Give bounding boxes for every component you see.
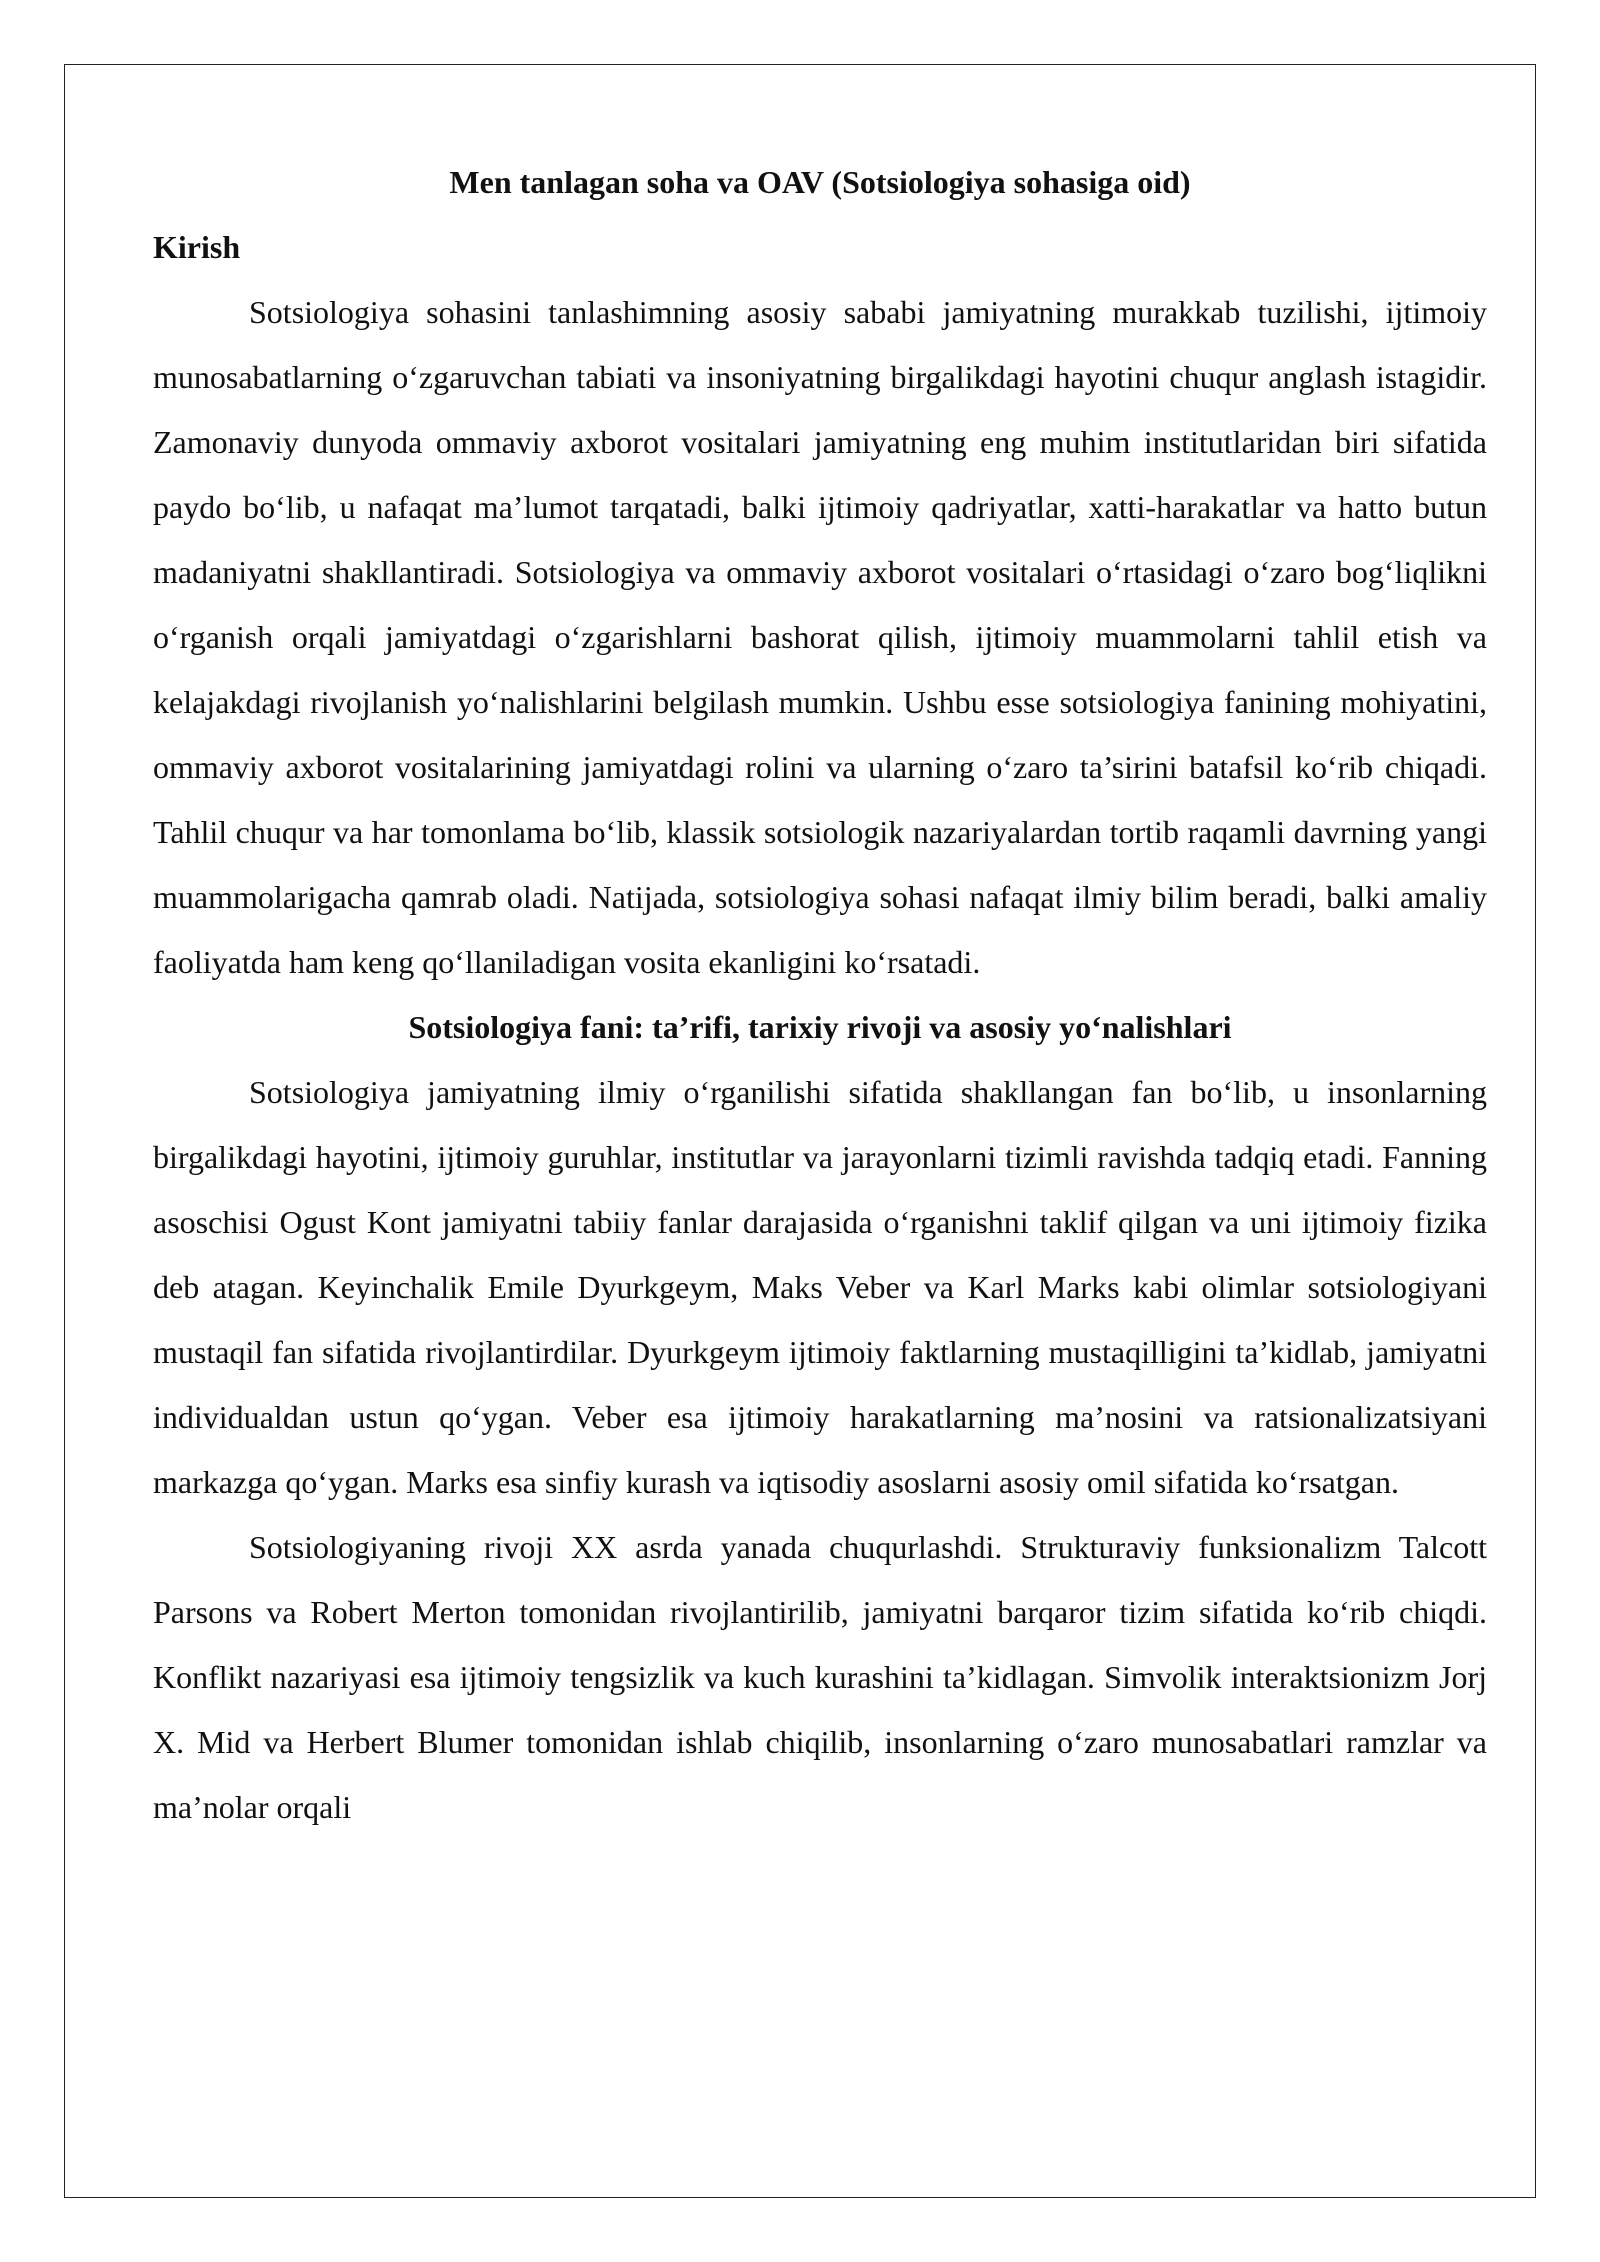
- intro-heading: Kirish: [153, 229, 241, 265]
- section-paragraph-2: Sotsiologiyaning rivoji XX asrda yanada chuqurlashdi. Strukturaviy funksionalizm Talcott Parsons va Robert Merton tomonidan rivojlantirilib, jamiyatni barqaror tizim sifatida ko‘rib chiqdi. Konflikt nazariyasi esa ijtimoiy tengsizlik va kuch kurashini ta’kidlagan. Simvolik interaktsionizm Jorj X. Mid va Herbert Blumer tomonidan ishlab chiqilib, insonlarning o‘zaro munosabatlari ramzlar va ma’nolar orqali: [153, 1529, 1487, 1825]
- document-title: Men tanlagan soha va OAV (Sotsiologiya sohasiga oid): [449, 164, 1191, 200]
- section-paragraph-1: Sotsiologiya jamiyatning ilmiy o‘rganilishi sifatida shakllangan fan bo‘lib, u insonlarning birgalikdagi hayotini, ijtimoiy guruhlar, institutlar va jarayonlarni tizimli ravishda tadqiq etadi. Fanning asoschisi Ogust Kont jamiyatni tabiiy fanlar darajasida o‘rganishni taklif qilgan va uni ijtimoiy fizika deb atagan. Keyinchalik Emile Dyurkgeym, Maks Veber va Karl Marks kabi olimlar sotsiologiyani mustaqil fan sifatida rivojlantirdilar. Dyurkgeym ijtimoiy faktlarning mustaqilligini ta’kidlab, jamiyatni individualdan ustun qo‘ygan. Veber esa ijtimoiy harakatlarning ma’nosini va ratsionalizatsiyani markazga qo‘ygan. Marks esa sinfiy kurash va iqtisodiy asoslarni asosiy omil sifatida ko‘rsatgan.: [153, 1074, 1487, 1500]
- section-heading: Sotsiologiya fani: ta’rifi, tarixiy rivoji va asosiy yo‘nalishlari: [408, 1009, 1232, 1045]
- document-body: [153, 150, 1487, 1840]
- intro-paragraph: Sotsiologiya sohasini tanlashimning asosiy sababi jamiyatning murakkab tuzilishi, ijtimoiy munosabatlarning o‘zgaruvchan tabiati va insoniyatning birgalikdagi hayotini chuqur anglash istagidir. Zamonaviy dunyoda ommaviy axborot vositalari jamiyatning eng muhim institutlaridan biri sifatida paydo bo‘lib, u nafaqat ma’lumot tarqatadi, balki ijtimoiy qadriyatlar, xatti-harakatlar va hatto butun madaniyatni shakllantiradi. Sotsiologiya va ommaviy axborot vositalari o‘rtasidagi o‘zaro bog‘liqlikni o‘rganish orqali jamiyatdagi o‘zgarishlarni bashorat qilish, ijtimoiy muammolarni tahlil etish va kelajakdagi rivojlanish yo‘nalishlarini belgilash mumkin. Ushbu esse sotsiologiya fanining mohiyatini, ommaviy axborot vositalarining jamiyatdagi rolini va ularning o‘zaro ta’sirini batafsil ko‘rib chiqadi. Tahlil chuqur va har tomonlama bo‘lib, klassik sotsiologik nazariyalardan tortib raqamli davrning yangi muammolarigacha qamrab oladi. Natijada, sotsiologiya sohasi nafaqat ilmiy bilim beradi, balki amaliy faoliyatda ham keng qo‘llaniladigan vosita ekanligini ko‘rsatadi.: [153, 294, 1487, 980]
